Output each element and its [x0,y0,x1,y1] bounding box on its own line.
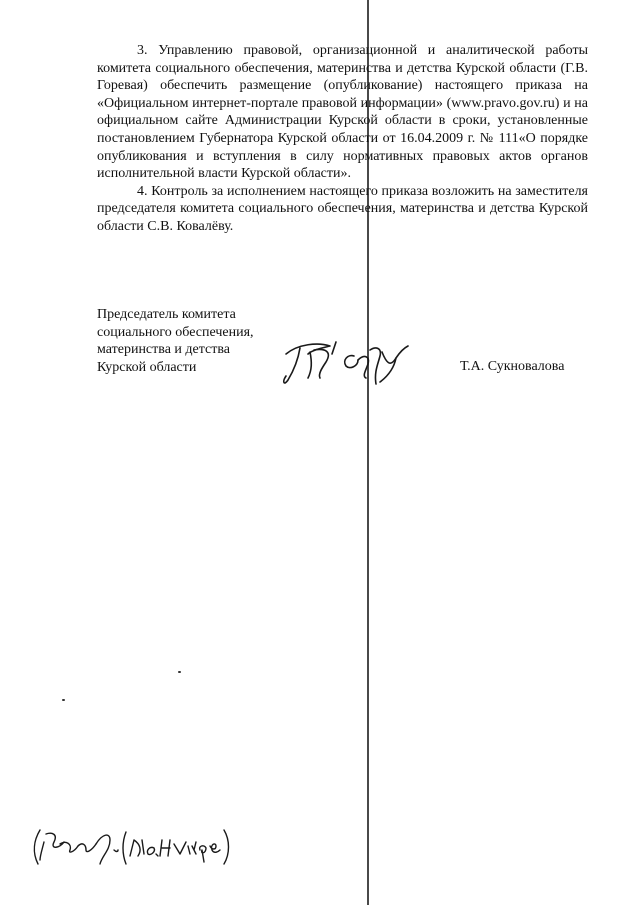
signatory-name: Т.А. Сукновалова [460,359,565,374]
handwritten-note [30,820,230,870]
signatory-title [97,306,297,376]
signatory-title-line: материнства и детства [97,342,230,358]
paragraph-3: 3. Управлению правовой, организационной и аналитической работы комитета социального обеспечения, материнства и детства Курской области (Г.В. Горевая) обеспечить размещение (опубликование) настоящего приказа на «Официальном интернет-портале правовой информации» (www.pravo.gov.ru) и на официальном сайте Администрации Курской области в сроки, установленные постановлением Губернатора Курской области от 16.04.2009 г. № 111«О порядке опубликования и вступления в силу нормативных правовых актов органов исполнительной власти Курской области». [97,43,588,182]
scan-speck [178,671,181,673]
paragraph-4: 4. Контроль за исполнением настоящего приказа возложить на заместителя председателя комитета социального обеспечения, материнства и детства Курской области С.В. Ковалёву. [97,183,588,234]
handwritten-signature [278,332,418,392]
scan-speck [62,699,65,701]
signatory-title-line: Курской области [97,359,197,375]
signatory-title-line: Председатель комитета [97,307,236,322]
document-body [97,42,588,236]
signatory-title-line: социального обеспечения, [97,324,254,340]
